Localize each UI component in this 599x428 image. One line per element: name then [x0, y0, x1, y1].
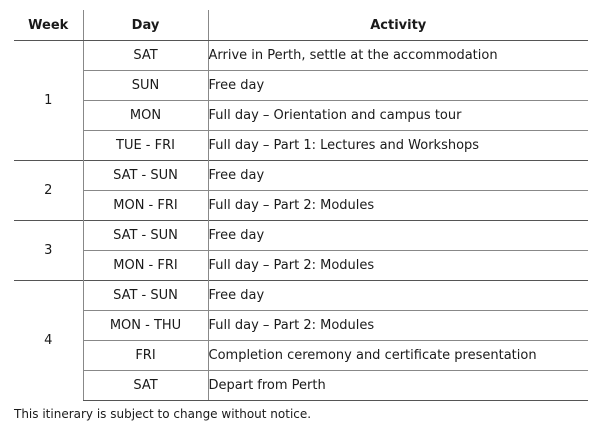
day-cell: MON - FRI — [83, 191, 208, 221]
week-column-header: Week — [14, 10, 83, 41]
activity-cell: Free day — [208, 281, 588, 311]
day-cell: SAT - SUN — [83, 161, 208, 191]
table-header — [14, 10, 588, 41]
table-row — [14, 371, 588, 401]
day-cell: MON — [83, 101, 208, 131]
table-row — [14, 281, 588, 311]
table-row — [14, 161, 588, 191]
table-row — [14, 191, 588, 221]
table-row — [14, 221, 588, 251]
week-number: 4 — [14, 281, 83, 401]
table-row — [14, 251, 588, 281]
activity-cell: Full day – Part 2: Modules — [208, 311, 588, 341]
header-row — [14, 10, 588, 41]
activity-cell: Full day – Part 2: Modules — [208, 191, 588, 221]
table-row — [14, 341, 588, 371]
week-number: 2 — [14, 161, 83, 221]
day-cell: SAT — [83, 41, 208, 71]
table-row — [14, 71, 588, 101]
table-row — [14, 41, 588, 71]
itinerary-footnote: This itinerary is subject to change without notice. — [14, 407, 312, 421]
activity-cell: Completion ceremony and certificate presentation — [208, 341, 588, 371]
table-row — [14, 101, 588, 131]
day-cell: SAT - SUN — [83, 281, 208, 311]
day-cell: MON - FRI — [83, 251, 208, 281]
activity-cell: Free day — [208, 71, 588, 101]
day-cell: SAT — [83, 371, 208, 401]
activity-cell: Arrive in Perth, settle at the accommodation — [208, 48, 498, 63]
day-column-header: Day — [83, 10, 208, 41]
activity-cell: Full day – Part 2: Modules — [208, 251, 588, 281]
week-number: 1 — [44, 93, 53, 108]
activity-column-header: Activity — [208, 10, 588, 41]
activity-cell: Depart from Perth — [208, 371, 588, 401]
activity-cell: Full day – Orientation and campus tour — [208, 101, 588, 131]
day-cell: TUE - FRI — [83, 131, 208, 161]
day-cell: SUN — [83, 71, 208, 101]
activity-cell: Free day — [208, 161, 588, 191]
table-row — [14, 131, 588, 161]
day-cell: SAT - SUN — [83, 221, 208, 251]
activity-cell: Full day – Part 1: Lectures and Workshops — [208, 131, 588, 161]
itinerary-table — [14, 10, 588, 401]
day-cell: MON - THU — [83, 311, 208, 341]
table-body — [14, 41, 588, 401]
activity-cell: Free day — [208, 221, 588, 251]
table-row — [14, 311, 588, 341]
day-cell: FRI — [83, 341, 208, 371]
week-number: 3 — [14, 221, 83, 281]
